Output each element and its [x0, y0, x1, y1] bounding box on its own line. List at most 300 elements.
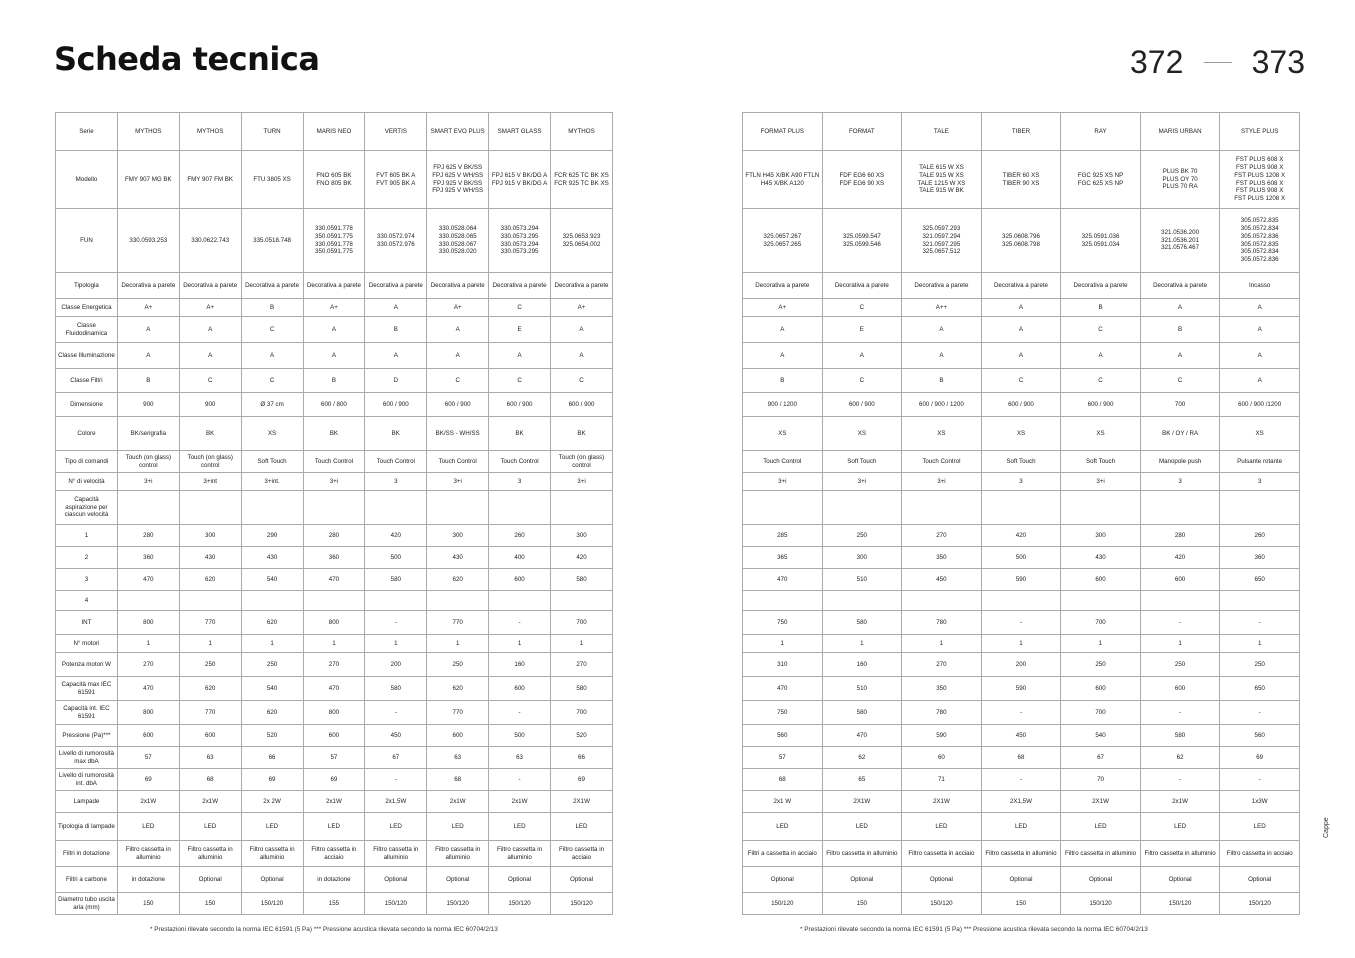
table-cell: 800 — [117, 611, 179, 635]
table-cell: 420 — [1140, 547, 1220, 569]
table-cell: 450 — [902, 569, 982, 591]
table-row — [56, 893, 613, 915]
table-cell: BK — [489, 417, 551, 451]
table-cell: 200 — [365, 653, 427, 677]
table-cell: 69 — [1220, 747, 1300, 769]
table-cell: 600 — [1061, 569, 1141, 591]
table-cell: 770 — [427, 701, 489, 725]
table-cell: Decorativa a parete — [117, 273, 179, 299]
table-cell: 420 — [981, 525, 1061, 547]
table-cell: A — [551, 317, 613, 343]
row-label: Livello di rumorosità int. dbA — [56, 769, 118, 791]
table-cell: 2x1W — [427, 791, 489, 813]
table-cell — [117, 591, 179, 611]
table-cell: FDF EG6 60 XS FDF EG6 90 XS — [822, 151, 902, 209]
table-cell: 780 — [902, 701, 982, 725]
table-cell: 750 — [743, 611, 823, 635]
table-cell: Filtro cassetta in alluminio — [489, 841, 551, 867]
row-label: Capacità int. IEC 61591 — [56, 701, 118, 725]
table-cell: 150 — [822, 893, 902, 915]
table-cell: 3+i — [303, 473, 365, 491]
table-cell: 2X1W — [1061, 791, 1141, 813]
series-header-cell: FORMAT — [822, 113, 902, 151]
table-row — [743, 473, 1300, 491]
table-cell — [822, 591, 902, 611]
table-cell: 1x3W — [1220, 791, 1300, 813]
table-cell: 260 — [489, 525, 551, 547]
table-row — [743, 747, 1300, 769]
table-row — [56, 491, 613, 525]
series-header-cell: TALE — [902, 113, 982, 151]
table-cell: A — [489, 343, 551, 369]
table-row — [56, 769, 613, 791]
table-row — [743, 813, 1300, 841]
table-cell: B — [117, 369, 179, 393]
table-cell: PLUS BK 70 PLUS OY 70 PLUS 70 RA — [1140, 151, 1220, 209]
table-cell: Optional — [241, 867, 303, 893]
table-cell: 650 — [1220, 569, 1300, 591]
table-cell — [551, 591, 613, 611]
table-cell: Touch (on glass) control — [179, 451, 241, 473]
table-cell: A — [365, 343, 427, 369]
page-separator — [1204, 62, 1232, 63]
table-cell: 800 — [117, 701, 179, 725]
table-cell: LED — [489, 813, 551, 841]
table-cell: Filtro cassetta in alluminio — [1140, 841, 1220, 867]
table-row — [743, 677, 1300, 701]
table-cell: 3+int. — [241, 473, 303, 491]
table-cell: 520 — [551, 725, 613, 747]
table-cell: 300 — [551, 525, 613, 547]
table-row — [56, 591, 613, 611]
table-cell: - — [489, 701, 551, 725]
row-label: Tipo di comandi — [56, 451, 118, 473]
table-cell: A — [1220, 343, 1300, 369]
row-label: Serie — [56, 113, 118, 151]
table-cell: 3 — [1220, 473, 1300, 491]
table-cell — [743, 491, 823, 525]
table-cell: Filtro cassetta in alluminio — [1061, 841, 1141, 867]
table-cell: A — [551, 343, 613, 369]
table-cell: Touch (on glass) control — [117, 451, 179, 473]
table-cell — [1061, 591, 1141, 611]
table-cell: A+ — [427, 299, 489, 317]
series-header-cell: RAY — [1061, 113, 1141, 151]
table-cell: 620 — [179, 677, 241, 701]
section-label: Cappe — [1323, 817, 1330, 838]
table-cell: Optional — [981, 867, 1061, 893]
table-cell: FVT 605 BK A FVT 905 BK A — [365, 151, 427, 209]
row-label: Modello — [56, 151, 118, 209]
table-row — [56, 547, 613, 569]
table-cell: 540 — [1061, 725, 1141, 747]
row-label: Lampade — [56, 791, 118, 813]
table-cell: in dotazione — [303, 867, 365, 893]
footnote-left: * Prestazioni rilevate secondo la norma IEC 61591 (5 Pa) *** Pressione acustica rilevata secondo la norma IEC 60704/2/13 — [150, 926, 498, 933]
table-cell: 325.0653.923 325.0654.002 — [551, 209, 613, 273]
table-cell: LED — [551, 813, 613, 841]
table-cell: B — [365, 317, 427, 343]
table-cell: Decorativa a parete — [743, 273, 823, 299]
table-cell: C — [489, 299, 551, 317]
table-cell: 600 — [1061, 677, 1141, 701]
table-cell: Filtro cassetta in alluminio — [427, 841, 489, 867]
table-cell: Decorativa a parete — [981, 273, 1061, 299]
table-cell: 470 — [117, 677, 179, 701]
table-cell: A+ — [551, 299, 613, 317]
table-cell: 150/120 — [551, 893, 613, 915]
table-cell: 2X1W — [551, 791, 613, 813]
table-cell: 500 — [489, 725, 551, 747]
table-cell: 62 — [1140, 747, 1220, 769]
table-cell: 57 — [117, 747, 179, 769]
table-cell: - — [489, 769, 551, 791]
table-cell: 1 — [902, 635, 982, 653]
table-cell: Optional — [822, 867, 902, 893]
row-label: Tipologia — [56, 273, 118, 299]
table-cell — [822, 491, 902, 525]
table-cell: TIBER 60 XS TIBER 90 XS — [981, 151, 1061, 209]
table-cell: 3+i — [743, 473, 823, 491]
table-cell: 310 — [743, 653, 823, 677]
table-cell: Filtro cassetta in alluminio — [822, 841, 902, 867]
table-cell: 1 — [117, 635, 179, 653]
series-header-cell: MYTHOS — [117, 113, 179, 151]
table-cell: Optional — [365, 867, 427, 893]
table-cell: 600 — [489, 569, 551, 591]
table-cell: - — [1220, 611, 1300, 635]
table-cell: 325.0608.796 325.0608.798 — [981, 209, 1061, 273]
table-cell: 330.0572.974 330.0572.976 — [365, 209, 427, 273]
table-cell: 770 — [427, 611, 489, 635]
row-label: 4 — [56, 591, 118, 611]
table-row — [743, 343, 1300, 369]
table-row — [56, 317, 613, 343]
table-row — [743, 769, 1300, 791]
table-cell: 290 — [241, 525, 303, 547]
table-row — [743, 417, 1300, 451]
table-cell: 280 — [117, 525, 179, 547]
table-cell: LED — [981, 813, 1061, 841]
table-cell: 510 — [822, 569, 902, 591]
table-cell: Decorativa a parete — [1140, 273, 1220, 299]
table-cell: Filtro cassetta in alluminio — [981, 841, 1061, 867]
table-cell: Decorativa a parete — [427, 273, 489, 299]
series-header-cell: SMART EVO PLUS — [427, 113, 489, 151]
table-cell: A — [117, 343, 179, 369]
table-cell: Touch Control — [902, 451, 982, 473]
table-cell: 3 — [981, 473, 1061, 491]
table-cell: XS — [743, 417, 823, 451]
table-cell — [179, 491, 241, 525]
table-cell: 1 — [981, 635, 1061, 653]
table-cell — [303, 591, 365, 611]
table-cell: Filtro cassetta in acciaio — [303, 841, 365, 867]
table-cell: 450 — [981, 725, 1061, 747]
table-cell: A — [303, 343, 365, 369]
table-cell: FST PLUS 608 X FST PLUS 908 X FST PLUS 1208 X FST PLUS 608 X FST PLUS 908 X FST PLUS 1208 X — [1220, 151, 1300, 209]
table-cell: LED — [117, 813, 179, 841]
row-label: INT — [56, 611, 118, 635]
table-cell: BK / OY / RA — [1140, 417, 1220, 451]
row-label: Colore — [56, 417, 118, 451]
table-cell: Ø 37 cm — [241, 393, 303, 417]
table-cell: 68 — [427, 769, 489, 791]
row-label: Pressione (Pa)*** — [56, 725, 118, 747]
table-cell: FMY 907 FM BK — [179, 151, 241, 209]
table-cell: A — [902, 317, 982, 343]
table-cell: Filtro cassetta in alluminio — [241, 841, 303, 867]
table-cell: A — [1140, 343, 1220, 369]
table-cell: D — [365, 369, 427, 393]
table-cell: Incasso — [1220, 273, 1300, 299]
table-cell: 700 — [551, 701, 613, 725]
table-row — [743, 369, 1300, 393]
table-cell: B — [1140, 317, 1220, 343]
table-cell: 780 — [902, 611, 982, 635]
table-cell: Decorativa a parete — [303, 273, 365, 299]
table-cell: 335.0518.748 — [241, 209, 303, 273]
table-row — [743, 725, 1300, 747]
table-cell: 250 — [427, 653, 489, 677]
table-cell: XS — [1220, 417, 1300, 451]
table-cell: 580 — [365, 677, 427, 701]
table-cell: FMY 907 MG BK — [117, 151, 179, 209]
table-cell: 590 — [981, 569, 1061, 591]
table-row — [743, 547, 1300, 569]
table-cell: - — [365, 611, 427, 635]
table-row — [56, 525, 613, 547]
table-cell: 600 / 900 — [822, 393, 902, 417]
table-cell: Optional — [1061, 867, 1141, 893]
table-row — [743, 653, 1300, 677]
table-cell: 150/120 — [902, 893, 982, 915]
table-cell: Filtro cassetta in acciaio — [1220, 841, 1300, 867]
row-label: FUN — [56, 209, 118, 273]
table-cell: 600 / 900 — [981, 393, 1061, 417]
table-cell: 510 — [822, 677, 902, 701]
table-cell: A — [179, 317, 241, 343]
table-cell: 420 — [551, 547, 613, 569]
table-cell: 330.0622.743 — [179, 209, 241, 273]
page-number-right: 373 — [1251, 43, 1305, 80]
table-cell: C — [1061, 317, 1141, 343]
table-cell: 66 — [551, 747, 613, 769]
table-cell: - — [365, 701, 427, 725]
table-cell: 150 — [117, 893, 179, 915]
table-cell: 150/120 — [743, 893, 823, 915]
table-cell: - — [1140, 769, 1220, 791]
table-cell: 450 — [365, 725, 427, 747]
table-cell: Soft Touch — [1061, 451, 1141, 473]
table-cell: LED — [365, 813, 427, 841]
table-cell: 69 — [241, 769, 303, 791]
table-cell — [981, 491, 1061, 525]
row-label: N° di velocità — [56, 473, 118, 491]
table-cell: 150 — [179, 893, 241, 915]
table-cell — [902, 591, 982, 611]
table-cell: 150/120 — [365, 893, 427, 915]
table-cell: TALE 615 W XS TALE 915 W XS TALE 1215 W XS TALE 915 W BK — [902, 151, 982, 209]
table-cell: 67 — [1061, 747, 1141, 769]
table-cell: 69 — [117, 769, 179, 791]
table-cell: Filtro cassetta in acciaio — [551, 841, 613, 867]
row-label: 1 — [56, 525, 118, 547]
table-row — [743, 635, 1300, 653]
table-cell: 580 — [822, 611, 902, 635]
table-cell: 620 — [427, 677, 489, 701]
table-cell: 620 — [241, 701, 303, 725]
table-cell: Touch (on glass) control — [551, 451, 613, 473]
table-cell: 160 — [489, 653, 551, 677]
table-cell: 350 — [902, 677, 982, 701]
footnote-right: * Prestazioni rilevate secondo la norma IEC 61591 (5 Pa) *** Pressione acustica rilevata secondo la norma IEC 60704/2/13 — [800, 926, 1148, 933]
table-cell: A — [427, 317, 489, 343]
row-label: Filtri in dotazione — [56, 841, 118, 867]
series-header-cell: VERTIS — [365, 113, 427, 151]
table-cell: 68 — [981, 747, 1061, 769]
table-cell: Filtro cassetta in alluminio — [117, 841, 179, 867]
table-cell: 2x 2W — [241, 791, 303, 813]
table-cell: BK — [303, 417, 365, 451]
table-cell: 150/120 — [489, 893, 551, 915]
table-cell: E — [822, 317, 902, 343]
table-cell: 250 — [1061, 653, 1141, 677]
table-cell: Filtro cassetta in alluminio — [179, 841, 241, 867]
table-cell: Optional — [743, 867, 823, 893]
table-cell: Decorativa a parete — [241, 273, 303, 299]
table-cell: 200 — [981, 653, 1061, 677]
table-cell: Optional — [179, 867, 241, 893]
table-cell: 470 — [822, 725, 902, 747]
row-label: Tipologia di lampade — [56, 813, 118, 841]
table-cell: 600 / 900 /1200 — [1220, 393, 1300, 417]
table-cell: 365 — [743, 547, 823, 569]
table-cell — [1140, 491, 1220, 525]
table-cell: 600 — [1140, 677, 1220, 701]
table-row — [743, 569, 1300, 591]
table-cell: 430 — [179, 547, 241, 569]
table-row — [743, 209, 1300, 273]
table-cell: in dotazione — [117, 867, 179, 893]
table-cell: 3+i — [551, 473, 613, 491]
table-cell — [303, 491, 365, 525]
table-cell — [241, 491, 303, 525]
table-cell: 3+i — [902, 473, 982, 491]
table-row — [743, 701, 1300, 725]
table-cell: 280 — [1140, 525, 1220, 547]
spec-table-left — [55, 112, 613, 915]
table-cell: 700 — [551, 611, 613, 635]
table-cell: Soft Touch — [241, 451, 303, 473]
row-label: 2 — [56, 547, 118, 569]
page-number-left: 372 — [1130, 43, 1184, 80]
table-row — [743, 113, 1300, 151]
table-cell: 325.0657.267 325.0657.265 — [743, 209, 823, 273]
table-cell: Touch Control — [743, 451, 823, 473]
table-cell: 600 — [427, 725, 489, 747]
table-cell: BK — [365, 417, 427, 451]
row-label: Capacità aspirazione per ciascun velocità — [56, 491, 118, 525]
table-cell: 325.0591.036 325.0591.034 — [1061, 209, 1141, 273]
table-cell: 63 — [489, 747, 551, 769]
table-cell: E — [489, 317, 551, 343]
table-cell: 62 — [822, 747, 902, 769]
table-cell: 620 — [179, 569, 241, 591]
table-cell: A — [981, 343, 1061, 369]
table-cell: Optional — [551, 867, 613, 893]
table-cell — [743, 591, 823, 611]
table-cell: - — [981, 701, 1061, 725]
table-cell: C — [551, 369, 613, 393]
series-header-cell: MARIS NEO — [303, 113, 365, 151]
table-cell: Touch Control — [427, 451, 489, 473]
table-cell: 3+int — [179, 473, 241, 491]
table-cell: 600 — [1140, 569, 1220, 591]
table-cell: 470 — [743, 677, 823, 701]
table-row — [56, 393, 613, 417]
table-cell: 600 / 900 — [489, 393, 551, 417]
table-cell: A — [902, 343, 982, 369]
table-cell: 65 — [822, 769, 902, 791]
table-cell: 70 — [1061, 769, 1141, 791]
table-cell: 600 — [179, 725, 241, 747]
table-cell: 360 — [117, 547, 179, 569]
table-cell: 900 — [179, 393, 241, 417]
series-header-cell: STYLE PLUS — [1220, 113, 1300, 151]
table-row — [56, 677, 613, 701]
table-row — [743, 273, 1300, 299]
table-cell: Optional — [489, 867, 551, 893]
table-cell: 1 — [551, 635, 613, 653]
table-cell: 770 — [179, 701, 241, 725]
table-cell: C — [1061, 369, 1141, 393]
table-cell — [117, 491, 179, 525]
table-cell: 2x1W — [1140, 791, 1220, 813]
table-row — [56, 701, 613, 725]
table-cell: 620 — [427, 569, 489, 591]
table-cell: 580 — [1140, 725, 1220, 747]
table-cell — [981, 591, 1061, 611]
table-row — [743, 299, 1300, 317]
table-cell: 270 — [117, 653, 179, 677]
table-cell: B — [1061, 299, 1141, 317]
table-cell: 1 — [822, 635, 902, 653]
table-cell: 580 — [551, 569, 613, 591]
table-row — [56, 653, 613, 677]
table-cell: 66 — [241, 747, 303, 769]
table-cell: 580 — [822, 701, 902, 725]
table-cell — [551, 491, 613, 525]
table-row — [56, 747, 613, 769]
table-row — [743, 317, 1300, 343]
table-cell: FTLN H45 X/BK A90 FTLN H45 X/BK A120 — [743, 151, 823, 209]
row-label: N° motori — [56, 635, 118, 653]
table-cell: 2x1W — [303, 791, 365, 813]
table-cell: 3 — [489, 473, 551, 491]
table-cell: 3 — [1140, 473, 1220, 491]
table-cell: 250 — [1140, 653, 1220, 677]
series-header-cell: TIBER — [981, 113, 1061, 151]
table-cell: 600 — [117, 725, 179, 747]
table-cell: B — [902, 369, 982, 393]
table-cell: LED — [1061, 813, 1141, 841]
table-cell: 300 — [822, 547, 902, 569]
table-cell — [241, 591, 303, 611]
table-cell: B — [241, 299, 303, 317]
table-cell: 1 — [365, 635, 427, 653]
table-cell: 400 — [489, 547, 551, 569]
